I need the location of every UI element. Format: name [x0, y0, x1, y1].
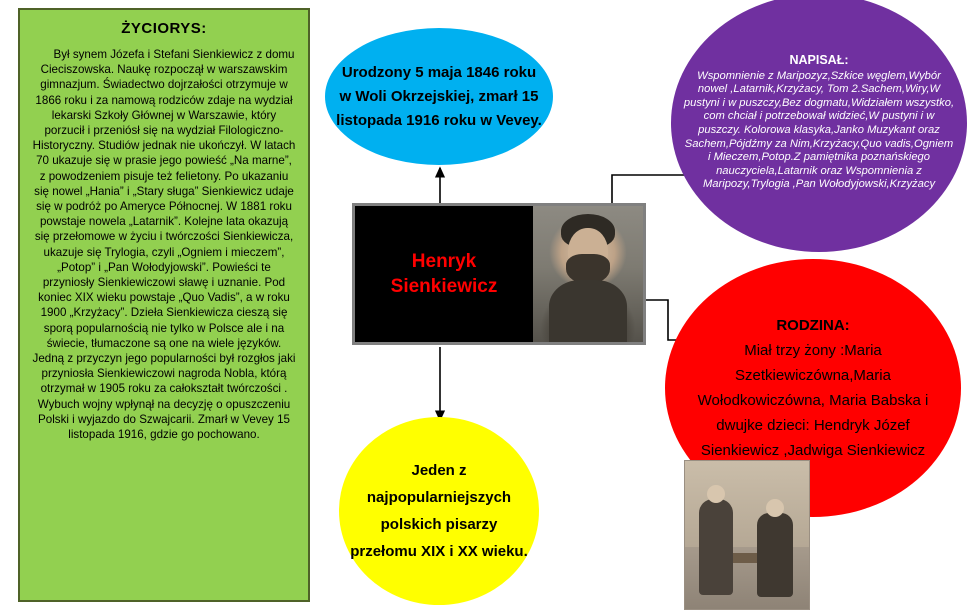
center-name-text: Henryk Sienkiewicz: [390, 251, 498, 297]
portrait-image: [533, 206, 643, 342]
node-family-text: Miał trzy żony :Maria Szetkiewiczówna,Maria Wołodkowiczówna, Maria Babska i dwujke dzieci: Hendryk Józef Sienkiewicz ,Jadwiga Sienkiewicz: [697, 342, 929, 459]
node-popularity: [339, 417, 539, 605]
biography-text: Był synem Józefa i Stefani Sienkiewicz z domu Cieciszowska. Naukę rozpoczął w warszawskim gimnazjum. Świadectwo dojrzałości otrzymuje w 1866 roku i za namową rodziców zdaje na wydział lekarski Szkoły Głównej w Warszawie, który porzucił i przeniósł się na wydział Filologiczno-Historyczny. Studiów jednak nie ukończył. W latach 70 ukazuje się w prasie jego powieść „Na marne”, z powodzeniem pisuje też felietony. Po ukazaniu się nowel „Hania” i „Stary sługa” Sienkiewicz udaje się w podróż po Ameryce Północnej. W 1881 roku powstaje nowela „Latarnik”. Kolejne lata okazują się przełomowe w życiu i twórczości Sienkiewicza, ukazuje się Trylogia, czyli „Ogniem i mieczem”, „Potop” i „Pan Wołodyjowski”. Powieści te przyniosły Sienkiewiczowi sławę i uznanie. Pod koniec XIX wieku powstaje „Quo Vadis”, a w roku 1900 „Krzyżacy”. Dzieła Sienkiewicza cieszą się sporą popularnością nie tylko w Polsce ale i na świecie, tłumaczone są one na wiele języków. Jedną z przyczyn jego popularności był rozgłos jaki przyniosła Sienkiewiczowi nagroda Nobla, którą otrzymał w 1905 roku za całokształt twórczości . Wybuch wojny wpłynął na decyzję o opuszczeniu Polski i wyjazdo do Szwajcarii. Zmarł w Vevey 15 listopada 1916, gdzie go pochowano.: [32, 48, 296, 442]
center-name: [355, 206, 533, 342]
center-node: [352, 203, 646, 345]
node-works-title: NAPISAŁ:: [789, 53, 849, 68]
portrait-body: [549, 280, 627, 342]
node-birth: [325, 28, 553, 165]
family-photo-figure-right: [757, 513, 793, 597]
family-photo: [684, 460, 810, 610]
family-photo-figure-left-head: [707, 485, 725, 503]
family-photo-figure-left: [699, 499, 733, 595]
node-birth-text: Urodzony 5 maja 1846 roku w Woli Okrzejskiej, zmarł 15 listopada 1916 roku w Vevey.: [336, 63, 542, 129]
family-photo-figure-right-head: [766, 499, 784, 517]
node-works-text: Wspomnienie z Maripozyz,Szkice węglem,Wybór nowel ,Latarnik,Krzyżacy, Tom 2.Sachem,Wiry,W pustyni i w puszczy,Bez dogmatu,Widziałem wszystko, com chciał i potrzebował widzieć,W pustyni i w puszczy. Kolorowa klasyka,Janko Muzykant oraz Sachem,Pójdźmy za Nim,Krzyżacy,Quo vadis,Ogniem i Mieczem,Potop.Z pamiętnika poznańskiego nauczyciela,Latarnik oraz Wspomnienia z Maripozy,Trylogia ,Pan Wołodyjowski,Krzyżacy: [683, 69, 955, 191]
node-works: [671, 0, 967, 252]
node-family-title: RODZINA:: [776, 317, 850, 334]
biography-title: ŻYCIORYS:: [121, 20, 207, 37]
node-popularity-text: Jeden z najpopularniejszych polskich pisarzy przełomu XIX i XX wieku.: [350, 462, 528, 560]
biography-panel: [18, 8, 310, 602]
